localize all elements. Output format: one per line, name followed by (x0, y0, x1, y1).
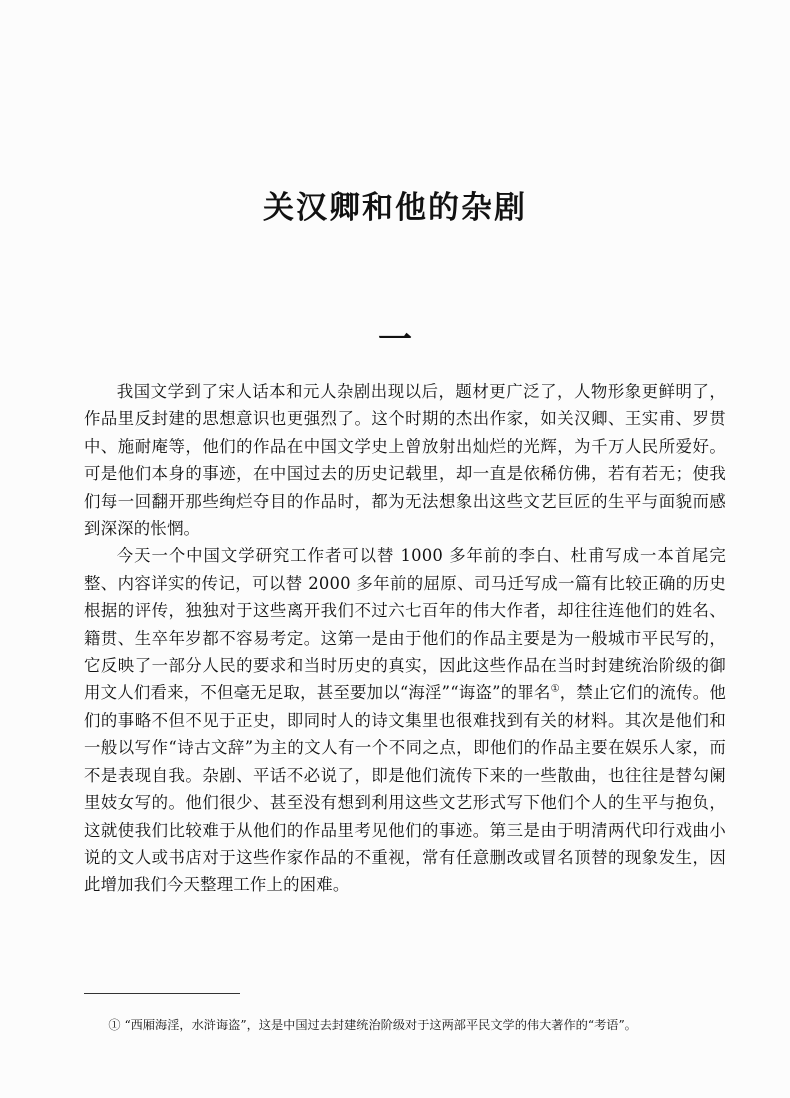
paragraph-1: 我国文学到了宋人话本和元人杂剧出现以后，题材更广泛了，人物形象更鲜明了，作品里反封建的思想意识也更强烈了。这个时期的杰出作家，如关汉卿、王实甫、罗贯中、施耐庵等，他们的作品在中国文学史上曾放射出灿烂的光辉，为千万人民所爱好。可是他们本身的事迹，在中国过去的历史记载里，却一直是依稀仿佛，若有若无；使我们每一回翻开那些绚烂夺目的作品时，都为无法想象出这些文艺巨匠的生平与面貌而感到深深的怅惘。 (84, 382, 726, 539)
paragraph-2-text-before-ref: 今天一个中国文学研究工作者可以替 1000 多年前的李白、杜甫写成一本首尾完整、内容详实的传记，可以替 2000 多年前的屈原、司马迁写成一篇有比较正确的历史根据的评传，独独对于这些离开我们不过六七百年的伟大作者，却往往连他们的姓名、籍贯、生卒年岁都不容易考定。这第一是由于他们的作品主要是为一般城市平民写的，它反映了一部分人民的要求和当时历史的真实，因此这些作品在当时封建统治阶级的御用文人们看来，不但毫无足取，甚至要加以“海淫”“诲盗”的罪名 (84, 546, 726, 703)
footnote-text: ① “西厢海淫，水浒诲盗”，这是中国过去封建统治阶级对于这两部平民文学的伟大著作的“考语”。 (108, 1018, 637, 1032)
footnote (84, 1014, 726, 1036)
paragraph-2 (84, 542, 726, 898)
footnote-reference: ① (550, 684, 560, 695)
paragraph-2-text-after-ref: ，禁止它们的流传。他们的事略不但不见于正史，即同时人的诗文集里也很难找到有关的材料。其次是他们和一般以写作“诗古文辞”为主的文人有一个不同之点，即他们的作品主要在娱乐人家，而不是表现自我。杂剧、平话不必说了，即是他们流传下来的一些散曲，也往往是替勾阑里妓女写的。他们很少、甚至没有想到利用这些文艺形式写下他们个人的生平与抱负，这就使我们比较难于从他们的作品里考见他们的事迹。第三是由于明清两代印行戏曲小说的文人或书店对于这些作家作品的不重视，常有任意删改或冒名顶替的现象发生，因此增加我们今天整理工作上的困难。 (84, 683, 726, 895)
section-number: 一 (378, 320, 412, 360)
body-text (84, 378, 726, 899)
page-title: 关汉卿和他的杂剧 (263, 190, 527, 226)
footnote-divider (84, 993, 240, 994)
